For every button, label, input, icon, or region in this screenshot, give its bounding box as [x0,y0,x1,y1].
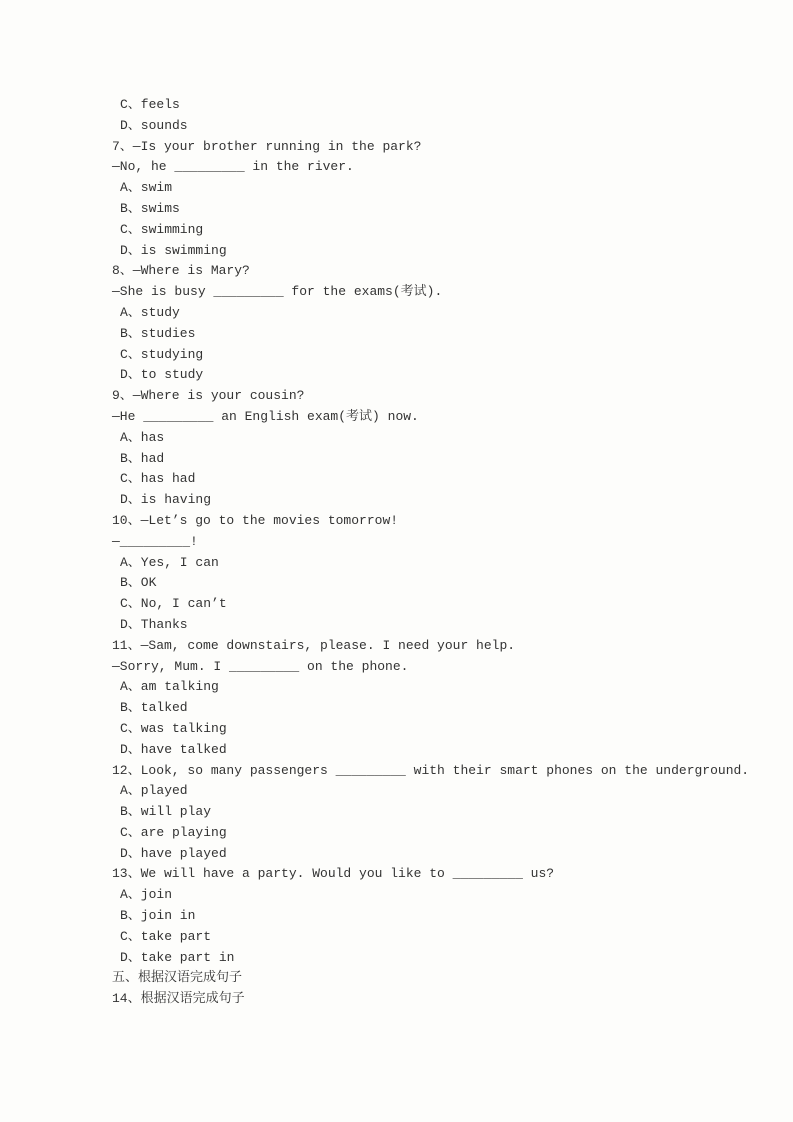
document-line [0,95,793,116]
document-line [0,324,793,345]
line-text: C、feels [120,97,180,112]
line-text: A、am talking [120,679,219,695]
document-line [0,657,793,678]
document-line [0,428,793,449]
document-line [0,511,793,532]
document-line [0,615,793,636]
document-line [0,178,793,199]
document-line [0,345,793,366]
document-line [0,864,793,885]
document-line [0,719,793,740]
line-text: A、has [120,429,165,445]
document-line [0,802,793,823]
document-line [0,698,793,719]
line-text: —_________! [112,533,198,549]
document-line [0,906,793,927]
document-line [0,968,793,989]
line-text: D、have talked [120,741,227,757]
line-text: A、join [120,887,173,903]
document-line [0,761,793,782]
line-text: —He _________ an English exam(考试) now. [112,408,419,424]
document-line [0,365,793,386]
document-line [0,594,793,615]
document-content [0,95,793,1010]
line-text: 8、—Where is Mary? [112,263,250,279]
document-line [0,157,793,178]
line-text: C、studying [120,346,204,362]
document-line [0,490,793,511]
line-text: 五、根据汉语完成句子 [112,970,243,986]
document-line [0,116,793,137]
document-line [0,469,793,490]
line-text: A、Yes, I can [120,554,219,570]
document-line [0,573,793,594]
document-line [0,532,793,553]
document-line [0,989,793,1010]
line-text: D、sounds [120,117,188,133]
line-text: B、studies [120,325,196,341]
document-line [0,449,793,470]
line-text: A、played [120,783,188,799]
document-line [0,677,793,698]
document-line [0,781,793,802]
line-text: 12、Look, so many passengers _________ with their smart phones on the underground. [112,762,750,778]
line-text: D、is swimming [120,242,227,258]
line-text: 11、—Sam, come downstairs, please. I need your help. [112,637,516,653]
document-line [0,137,793,158]
document-line [0,407,793,428]
line-text: A、swim [120,180,173,196]
line-text: D、to study [120,367,204,383]
document-line [0,927,793,948]
line-text: C、take part [120,928,212,944]
line-text: B、swims [120,200,180,216]
line-text: 10、—Let’s go to the movies tomorrow! [112,512,399,528]
line-text: D、Thanks [120,616,188,632]
line-text: —Sorry, Mum. I _________ on the phone. [112,658,409,674]
document-line [0,241,793,262]
line-text: B、will play [120,804,212,820]
document-line [0,885,793,906]
line-text: B、join in [120,908,196,924]
line-text: 14、根据汉语完成句子 [112,991,245,1007]
line-text: 7、—Is your brother running in the park? [112,138,422,154]
document-line [0,303,793,324]
line-text: D、is having [120,492,212,508]
line-text: A、study [120,304,180,320]
line-text: D、have played [120,845,227,861]
document-line [0,220,793,241]
line-text: C、No, I can’t [120,596,227,612]
document-line [0,261,793,282]
line-text: B、had [120,450,165,466]
document-line [0,823,793,844]
document-line [0,844,793,865]
line-text: B、talked [120,700,188,716]
line-text: —No, he _________ in the river. [112,159,354,175]
line-text: D、take part in [120,949,235,965]
line-text: 13、We will have a party. Would you like to _________ us? [112,866,555,882]
line-text: C、are playing [120,824,227,840]
document-line [0,553,793,574]
line-text: 9、—Where is your cousin? [112,388,305,404]
line-text: C、has had [120,471,196,487]
document-line [0,740,793,761]
line-text: C、swimming [120,221,204,237]
line-text: C、was talking [120,720,227,736]
line-text: B、OK [120,575,157,591]
document-line [0,386,793,407]
document-line [0,199,793,220]
document-line [0,636,793,657]
document-line [0,948,793,969]
document-line [0,282,793,303]
line-text: —She is busy _________ for the exams(考试). [112,284,443,300]
